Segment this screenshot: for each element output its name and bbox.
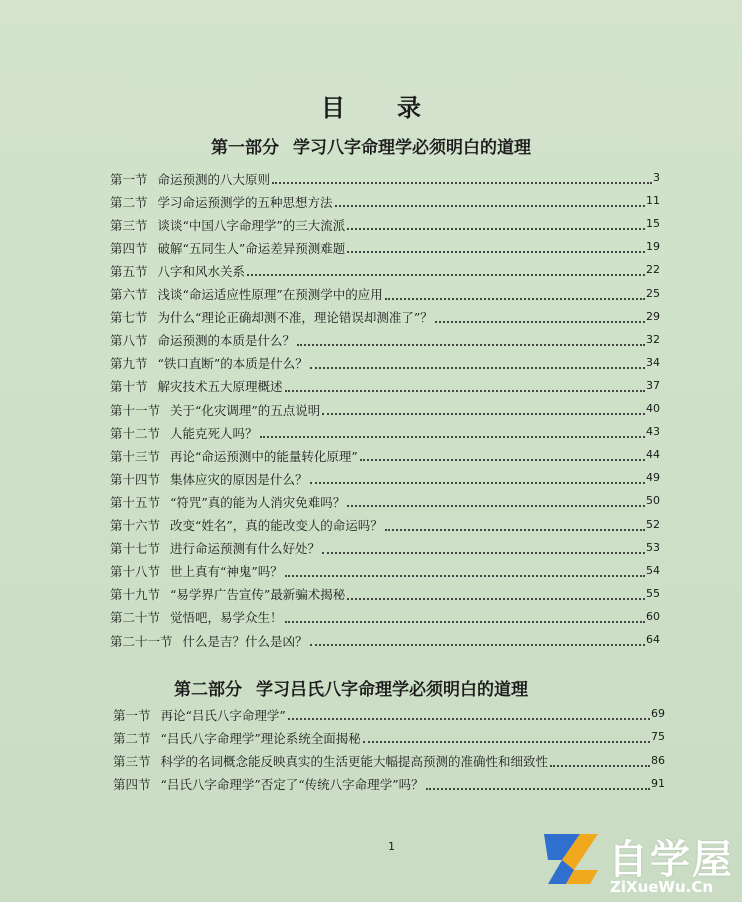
toc-title bbox=[0, 88, 742, 123]
toc-entry-title: 进行命运预测有什么好处？ bbox=[170, 541, 321, 557]
toc-entry-section: 第九节 bbox=[110, 356, 148, 372]
part1-label: 第一部分 bbox=[211, 138, 279, 158]
toc-entry-section: 第十节 bbox=[110, 379, 148, 395]
toc-entry-leader bbox=[247, 264, 645, 276]
toc-entry-leader bbox=[385, 519, 645, 531]
toc-entry-leader bbox=[347, 218, 645, 230]
toc-entry bbox=[110, 420, 660, 440]
toc-entry-title: 破解“五同生人”命运差异预测难题 bbox=[157, 240, 346, 256]
toc-entry-leader bbox=[260, 426, 645, 438]
toc-entry bbox=[110, 559, 660, 579]
part1-heading-text: 学习八字命理学必须明白的道理 bbox=[293, 138, 531, 158]
toc-title-left: 目 bbox=[321, 93, 345, 122]
toc-entry bbox=[110, 443, 660, 463]
toc-entry-page: 43 bbox=[646, 425, 660, 439]
toc-entry-title: 浅谈“命运适应性原理”在预测学中的应用 bbox=[157, 287, 383, 302]
toc-entry-section: 第十四节 bbox=[110, 471, 161, 487]
toc-entry-page: 75 bbox=[651, 730, 665, 744]
toc-entry-leader bbox=[310, 472, 645, 484]
watermark-logo-icon bbox=[540, 826, 602, 888]
toc-entry bbox=[110, 536, 660, 556]
toc-entry-title: 解灾技术五大原理概述 bbox=[157, 379, 283, 395]
toc-entry-page: 49 bbox=[646, 471, 660, 485]
toc-entry-page: 91 bbox=[651, 776, 665, 790]
toc-entry-page: 64 bbox=[646, 633, 660, 646]
toc-entry-leader bbox=[435, 311, 645, 323]
toc-entry-leader bbox=[310, 357, 645, 369]
part2-heading-text: 学习吕氏八字命理学必须明白的道理 bbox=[256, 680, 528, 700]
toc-entry-leader bbox=[360, 449, 645, 461]
toc-entry-page: 11 bbox=[646, 194, 660, 208]
toc-entry bbox=[110, 258, 660, 278]
toc-entry bbox=[110, 166, 660, 186]
part2-heading bbox=[0, 675, 722, 700]
toc-entry-section: 第一节 bbox=[110, 171, 148, 187]
toc-entry-section: 第四节 bbox=[110, 240, 148, 256]
toc-entry-section: 第七节 bbox=[110, 310, 148, 326]
page-number: 1 bbox=[388, 840, 395, 853]
toc-entry-leader bbox=[322, 403, 645, 415]
toc-entry bbox=[110, 328, 660, 348]
toc-entry-section: 第三节 bbox=[113, 754, 151, 770]
toc-entry-page: 86 bbox=[651, 753, 665, 767]
toc-entry-leader bbox=[310, 634, 645, 646]
toc-entry-page: 34 bbox=[646, 355, 660, 369]
toc-entry bbox=[110, 605, 660, 625]
toc-title-right: 录 bbox=[397, 93, 421, 122]
toc-entry-section: 第六节 bbox=[110, 287, 148, 302]
toc-entry-section: 第一节 bbox=[113, 707, 151, 723]
toc-entry-page: 19 bbox=[646, 240, 660, 254]
toc-entry-page: 3 bbox=[653, 171, 660, 184]
watermark bbox=[540, 826, 742, 902]
toc-entry-section: 第二节 bbox=[113, 730, 151, 746]
toc-entry-title: 关于“化灾调理”的五点说明 bbox=[170, 402, 321, 418]
toc-entry-page: 53 bbox=[646, 540, 660, 554]
toc-entry-section: 第二十节 bbox=[110, 610, 161, 626]
toc-entry-leader bbox=[550, 755, 650, 767]
toc-entry-title: “铁口直断”的本质是什么？ bbox=[157, 356, 308, 372]
toc-entry-leader bbox=[322, 542, 645, 554]
toc-entry-section: 第十六节 bbox=[110, 518, 161, 533]
part2-label: 第二部分 bbox=[174, 680, 242, 700]
toc-entry-section: 第十五节 bbox=[110, 494, 161, 510]
toc-entry bbox=[110, 305, 660, 325]
toc-entry bbox=[110, 235, 660, 255]
toc-entry-page: 50 bbox=[646, 494, 660, 508]
toc-entry-title: 学习命运预测学的五种思想方法 bbox=[157, 194, 333, 210]
toc-entry-title: 再论“命运预测中的能量转化原理” bbox=[170, 448, 358, 464]
toc-entry-leader bbox=[426, 778, 650, 790]
toc-entry bbox=[110, 582, 660, 602]
toc-entry-leader bbox=[297, 334, 645, 346]
toc-entry-leader bbox=[347, 495, 645, 507]
toc-entry-leader bbox=[288, 708, 650, 720]
watermark-text: 自学屋 bbox=[608, 837, 734, 883]
toc-entry-leader bbox=[385, 288, 645, 300]
toc-entry bbox=[110, 374, 660, 394]
watermark-url: ZiXueWu.Cn bbox=[610, 878, 714, 896]
toc-entry bbox=[110, 466, 660, 486]
toc-entry-section: 第二节 bbox=[110, 194, 148, 210]
toc-entry-title: 八字和风水关系 bbox=[157, 263, 246, 279]
toc-entry-page: 52 bbox=[646, 517, 660, 531]
toc-entry-title: 命运预测的八大原则 bbox=[157, 171, 271, 187]
toc-entry-leader bbox=[272, 172, 652, 184]
toc-entry-title: “易学界广告宣传”最新骗术揭秘 bbox=[170, 587, 346, 603]
toc-entry-section: 第八节 bbox=[110, 333, 148, 349]
toc-entry-page: 29 bbox=[646, 309, 660, 323]
toc-entry-leader bbox=[347, 241, 645, 253]
toc-entry-page: 54 bbox=[646, 563, 660, 577]
toc-entry-title: 改变“姓名”，真的能改变人的命运吗？ bbox=[170, 518, 383, 533]
toc-entry-page: 60 bbox=[646, 609, 660, 623]
toc-entry-title: 为什么“理论正确却测不准，理论错误却测准了”？ bbox=[157, 310, 433, 326]
toc-entry bbox=[110, 628, 660, 648]
toc-entry-title: 集体应灾的原因是什么？ bbox=[170, 471, 308, 487]
toc-entry-section: 第四节 bbox=[113, 777, 151, 793]
toc-entry-page: 69 bbox=[651, 707, 665, 720]
toc-entry-page: 44 bbox=[646, 448, 660, 462]
toc-entry bbox=[113, 749, 665, 769]
toc-entry bbox=[110, 282, 660, 302]
toc-entry-page: 32 bbox=[646, 332, 660, 346]
part1-heading bbox=[0, 133, 742, 158]
toc-entry-section: 第十八节 bbox=[110, 564, 161, 580]
toc-entry bbox=[110, 212, 660, 232]
toc-entry-page: 22 bbox=[646, 263, 660, 277]
toc-entry-title: 命运预测的本质是什么？ bbox=[157, 333, 296, 349]
toc-entry-section: 第十九节 bbox=[110, 587, 161, 603]
toc-entry-section: 第十七节 bbox=[110, 541, 161, 557]
toc-entry-section: 第五节 bbox=[110, 263, 148, 279]
toc-entry-section: 第三节 bbox=[110, 217, 148, 233]
toc-entry bbox=[110, 397, 660, 417]
toc-entry-title: 再论“吕氏八字命理学” bbox=[160, 707, 286, 723]
toc-entry bbox=[110, 189, 660, 209]
toc-entry-title: “吕氏八字命理学”否定了“传统八字命理学”吗？ bbox=[160, 777, 424, 793]
toc-entry-leader bbox=[285, 565, 645, 577]
toc-entry-title: 世上真有“神鬼”吗？ bbox=[170, 564, 283, 580]
toc-entry-section: 第二十一节 bbox=[110, 633, 173, 649]
toc-entry-leader bbox=[285, 380, 645, 392]
toc-entry bbox=[113, 725, 665, 745]
toc-entry-leader bbox=[285, 611, 645, 623]
toc-entry-title: “吕氏八字命理学”理论系统全面揭秘 bbox=[160, 730, 361, 746]
toc-entry-title: 谈谈“中国八字命理学”的三大流派 bbox=[157, 217, 346, 233]
toc-entry-page: 55 bbox=[646, 586, 660, 600]
toc-entry-title: 什么是吉？什么是凶？ bbox=[182, 633, 308, 649]
toc-entry-leader bbox=[335, 195, 645, 207]
toc-entry bbox=[110, 351, 660, 371]
toc-entry-section: 第十一节 bbox=[110, 402, 161, 418]
toc-entry bbox=[113, 772, 665, 792]
toc-entry-page: 40 bbox=[646, 402, 660, 415]
toc-entry-page: 25 bbox=[646, 286, 660, 300]
toc-entry-page: 15 bbox=[646, 217, 660, 231]
toc-entry-section: 第十二节 bbox=[110, 425, 161, 441]
toc-entry bbox=[110, 513, 660, 533]
toc-entry bbox=[113, 702, 665, 722]
toc-entry-leader bbox=[347, 588, 645, 600]
toc-entry-section: 第十三节 bbox=[110, 448, 161, 464]
toc-entry-leader bbox=[363, 731, 650, 743]
toc-entry-page: 37 bbox=[646, 378, 660, 392]
toc-entry-title: “符咒”真的能为人消灾免难吗？ bbox=[170, 494, 346, 510]
toc-entry-title: 人能克死人吗？ bbox=[170, 425, 258, 441]
toc-entry-title: 科学的名词概念能反映真实的生活更能大幅提高预测的准确性和细致性 bbox=[160, 754, 549, 770]
toc-entry bbox=[110, 489, 660, 509]
toc-entry-title: 觉悟吧，易学众生！ bbox=[170, 610, 283, 626]
